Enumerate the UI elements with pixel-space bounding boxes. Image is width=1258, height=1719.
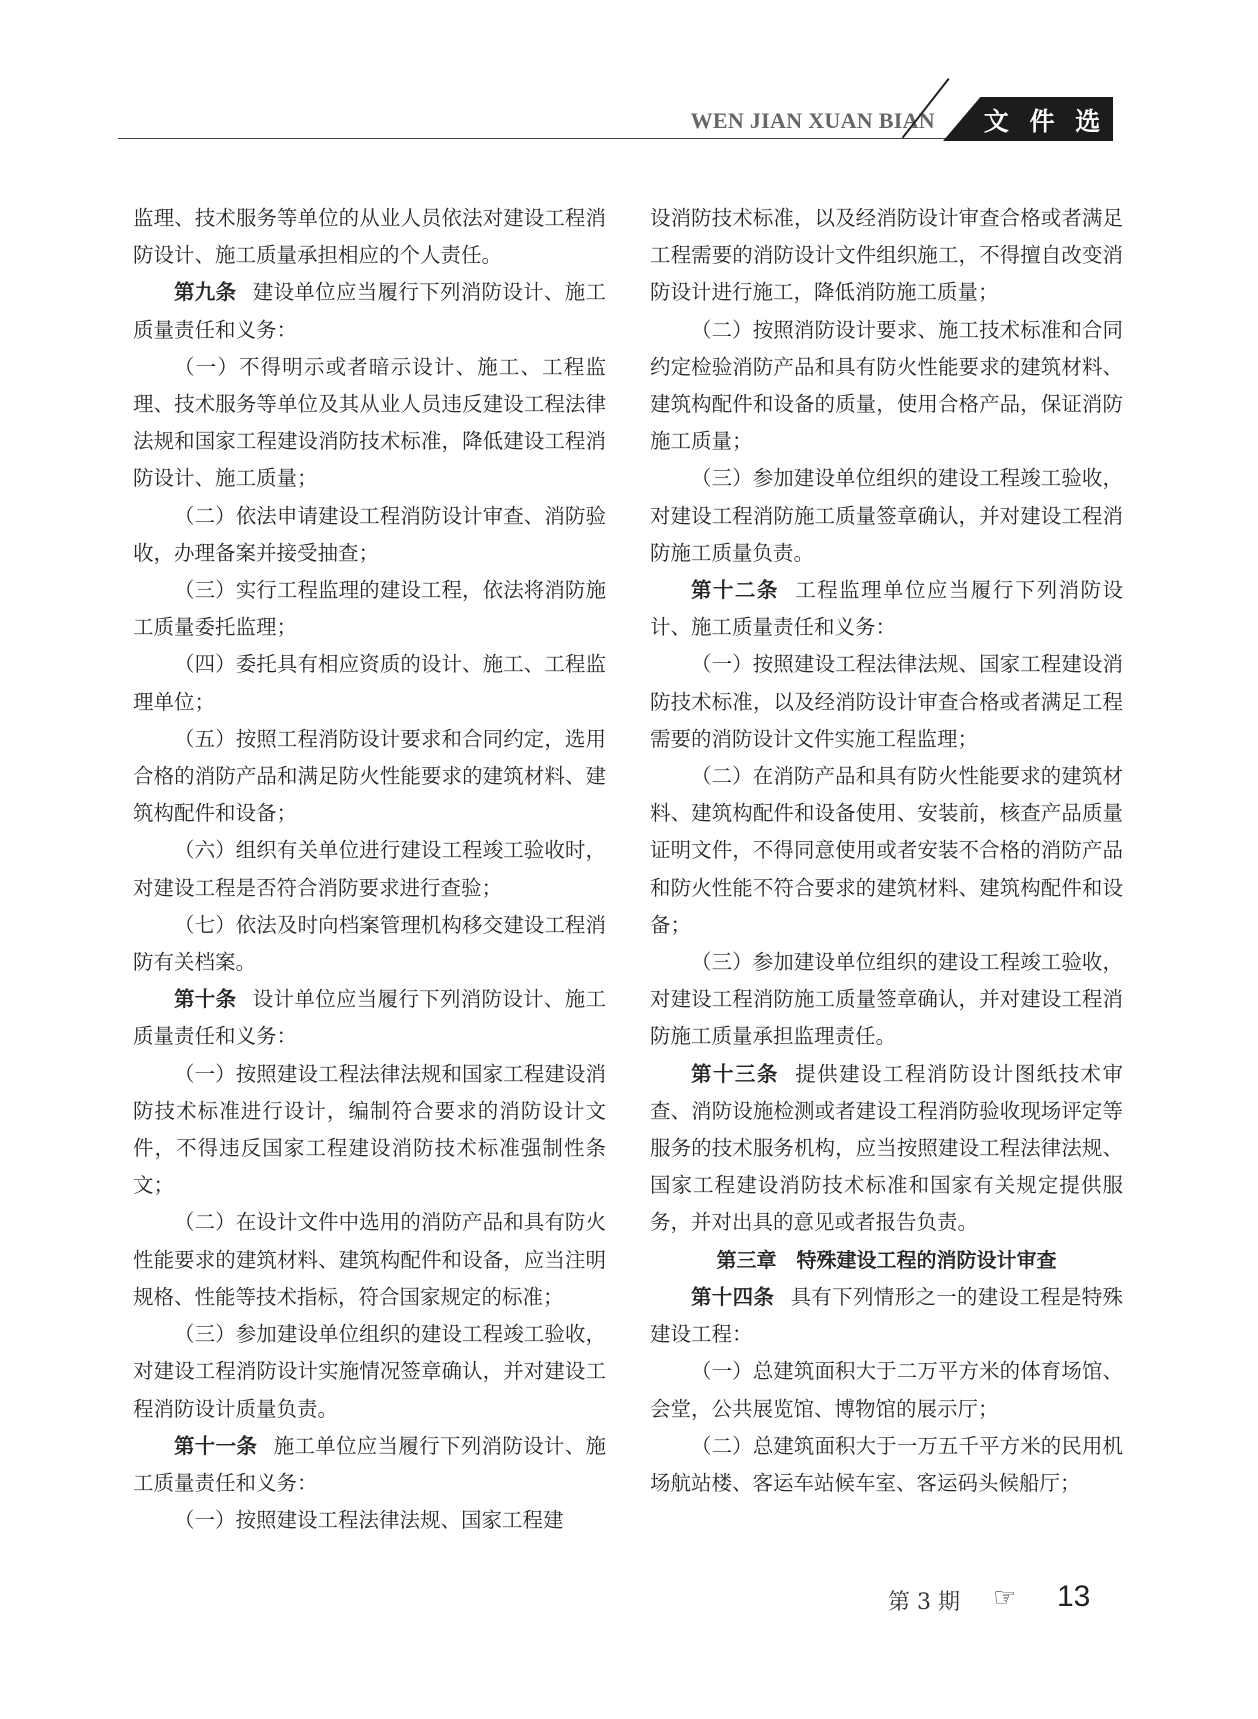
paragraph <box>133 1502 606 1539</box>
paragraph-text: 提供建设工程消防设计图纸技术审查、消防设施检测或者建设工程消防验收现场评定等服务的技术服务机构，应当按照建设工程法律法规、国家工程建设消防技术标准和国家有关规定提供服务，并对出具的意见或者报告负责。 <box>650 1061 1124 1235</box>
paragraph-text: （一）按照建设工程法律法规、国家工程建 <box>174 1508 564 1533</box>
paragraph-text: （三）实行工程监理的建设工程，依法将消防施工质量委托监理； <box>133 578 606 640</box>
paragraph-text: 施工单位应当履行下列消防设计、施工质量责任和义务： <box>133 1433 607 1495</box>
header-rule <box>118 138 973 139</box>
article-number: 第九条 <box>174 280 237 305</box>
paragraph-text: （三）参加建设单位组织的建设工程竣工验收，对建设工程消防设计实施情况签章确认，并对建设工程消防设计质量负责。 <box>133 1322 606 1421</box>
paragraph-text: （三）参加建设单位组织的建设工程竣工验收，对建设工程消防施工质量签章确认，并对建设工程消防施工质量负责。 <box>650 466 1123 565</box>
header-pinyin: WEN JIAN XUAN BIAN <box>690 108 935 133</box>
header-title: 文 件 选 编 <box>983 107 1107 172</box>
article-paragraph <box>650 1279 1123 1353</box>
paragraph <box>133 572 606 646</box>
paragraph-text: （四）委托具有相应资质的设计、施工、工程监理单位； <box>133 652 606 714</box>
paragraph <box>133 646 606 720</box>
paragraph <box>133 200 606 274</box>
article-paragraph <box>133 981 606 1055</box>
paragraph-text: 监理、技术服务等单位的从业人员依法对建设工程消防设计、施工质量承担相应的个人责任。 <box>133 206 606 268</box>
paragraph-text: （五）按照工程消防设计要求和合同约定，选用合格的消防产品和满足防火性能要求的建筑材料、建筑构配件和设备； <box>133 726 606 826</box>
paragraph <box>650 1428 1123 1502</box>
paragraph-text: （一）按照建设工程法律法规和国家工程建设消防技术标准进行设计，编制符合要求的消防设计文件，不得违反国家工程建设消防技术标准强制性条文； <box>133 1061 606 1198</box>
article-paragraph <box>133 1428 606 1502</box>
paragraph-text: （一）按照建设工程法律法规、国家工程建设消防技术标准，以及经消防设计审查合格或者满足工程需要的消防设计文件实施工程监理； <box>650 652 1123 751</box>
issue-label: 第 3 期 <box>888 1590 960 1615</box>
paragraph-text: 设计单位应当履行下列消防设计、施工质量责任和义务： <box>133 987 607 1049</box>
paragraph-text: （六）组织有关单位进行建设工程竣工验收时，对建设工程是否符合消防要求进行查验； <box>133 838 606 900</box>
article-paragraph <box>133 274 606 348</box>
paragraph <box>133 498 606 572</box>
paragraph-text: （二）在消防产品和具有防火性能要求的建筑材料、建筑构配件和设备使用、安装前，核查产品质量证明文件，不得同意使用或者安装不合格的消防产品和防火性能不符合要求的建筑材料、建筑构配件和设备； <box>650 764 1123 937</box>
paragraph <box>650 200 1123 312</box>
paragraph <box>133 721 606 833</box>
paragraph <box>133 832 606 906</box>
article-number: 第十二条 <box>691 578 779 603</box>
paragraph-text: 具有下列情形之一的建设工程是特殊建设工程： <box>650 1284 1124 1347</box>
paragraph <box>650 312 1123 461</box>
paragraph <box>133 1204 606 1316</box>
article-number: 第十四条 <box>691 1284 775 1309</box>
right-text-column <box>650 200 1123 1502</box>
paragraph <box>133 1056 606 1205</box>
paragraph <box>650 758 1123 944</box>
paragraph <box>650 646 1123 758</box>
article-number: 第十一条 <box>174 1433 258 1458</box>
paragraph <box>650 460 1123 572</box>
page-number: 13 <box>1057 1580 1091 1613</box>
paragraph <box>650 944 1123 1056</box>
pointing-hand-icon: ☞ <box>993 1583 1017 1613</box>
paragraph <box>133 1316 606 1428</box>
paragraph <box>650 1353 1123 1427</box>
paragraph-text: 工程监理单位应当履行下列消防设计、施工质量责任和义务： <box>650 578 1124 640</box>
paragraph-text: （一）总建筑面积大于二万平方米的体育场馆、会堂，公共展览馆、博物馆的展示厅； <box>650 1359 1123 1421</box>
article-number: 第十条 <box>174 987 237 1012</box>
paragraph <box>133 349 606 498</box>
chapter-heading: 第三章 特殊建设工程的消防设计审查 <box>716 1247 1057 1272</box>
paragraph-text: 设消防技术标准，以及经消防设计审查合格或者满足工程需要的消防设计文件组织施工，不得擅自改变消防设计进行施工，降低消防施工质量； <box>650 206 1123 305</box>
article-paragraph <box>650 572 1123 646</box>
paragraph <box>133 907 606 981</box>
article-number: 第十三条 <box>691 1061 779 1086</box>
paragraph-text: （七）依法及时向档案管理机构移交建设工程消防有关档案。 <box>133 912 606 975</box>
paragraph-text: （三）参加建设单位组织的建设工程竣工验收，对建设工程消防施工质量签章确认，并对建设工程消防施工质量承担监理责任。 <box>650 950 1123 1049</box>
article-paragraph <box>650 1056 1123 1242</box>
paragraph-text: （二）按照消防设计要求、施工技术标准和合同约定检验消防产品和具有防火性能要求的建筑材料、建筑构配件和设备的质量，使用合格产品，保证消防施工质量； <box>650 317 1123 454</box>
paragraph-text: 建设单位应当履行下列消防设计、施工质量责任和义务： <box>133 280 607 342</box>
paragraph-text: （二）总建筑面积大于一万五千平方米的民用机场航站楼、客运车站候车室、客运码头候船厅； <box>650 1433 1123 1495</box>
paragraph-text: （二）依法申请建设工程消防设计审查、消防验收，办理备案并接受抽查； <box>133 503 606 565</box>
paragraph-text: （一）不得明示或者暗示设计、施工、工程监理、技术服务等单位及其从业人员违反建设工程法律法规和国家工程建设消防技术标准，降低建设工程消防设计、施工质量； <box>133 354 606 491</box>
left-text-column <box>133 200 606 1539</box>
paragraph-text: （二）在设计文件中选用的消防产品和具有防火性能要求的建筑材料、建筑构配件和设备，应当注明规格、性能等技术指标，符合国家规定的标准； <box>133 1210 606 1309</box>
